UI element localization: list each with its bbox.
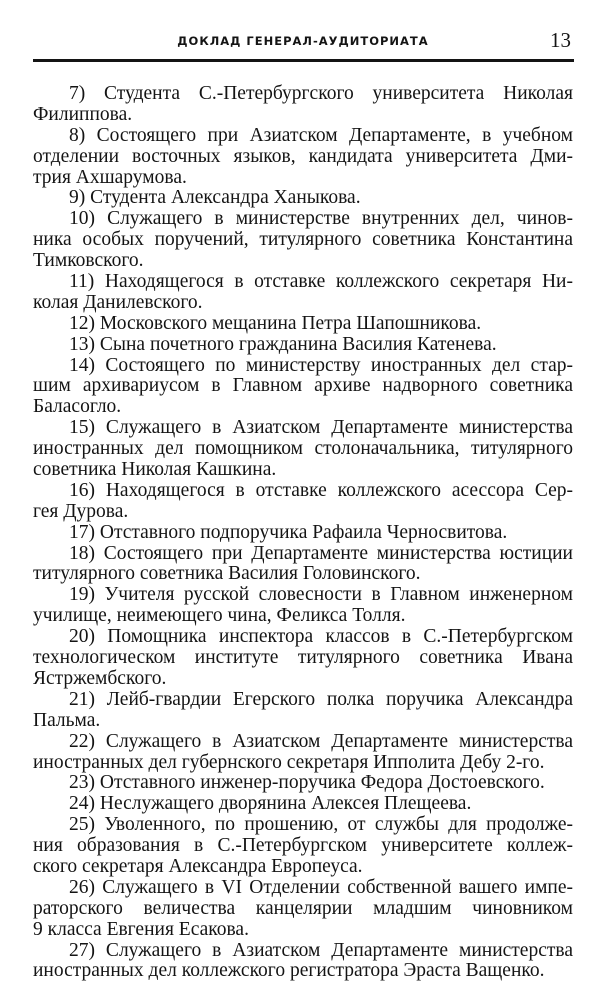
list-item — [33, 815, 573, 878]
text-line: Ястржембского. — [33, 667, 167, 689]
list-item — [33, 481, 573, 523]
text-line: 24) Неслужащего дворянина Алексея Плещеева. — [69, 793, 472, 815]
text-line: советника Николая Кашкина. — [33, 459, 277, 481]
list-item — [33, 314, 573, 335]
text-line: училище, неимеющего чина, Феликса Толля. — [33, 605, 406, 627]
text-line: Пальма. — [33, 709, 101, 731]
text-line: 17) Отставного подпоручика Рафаила Черносвитова. — [69, 521, 508, 543]
text-line: 10) Служащего в министерстве внутренних дел, чинов- — [69, 208, 573, 230]
text-line: 8) Состоящего при Азиатском Департаменте, в учебном — [69, 124, 573, 146]
list-item — [33, 209, 573, 272]
text-line: трия Ахшарумова. — [33, 166, 187, 188]
list-item — [33, 627, 573, 690]
list-item — [33, 544, 573, 586]
text-line: колая Данилевского. — [33, 291, 203, 313]
list-item — [33, 335, 573, 356]
text-line: 11) Находящегося в отставке коллежского секретаря Ни- — [69, 271, 573, 293]
list-item — [33, 356, 573, 419]
text-line: 9 класса Евгения Есакова. — [33, 918, 249, 940]
text-line: иностранных дел помощником столоначальника, титулярного — [33, 438, 573, 460]
text-line: 9) Студента Александра Ханыкова. — [69, 187, 361, 209]
page-number: 13 — [550, 28, 571, 52]
text-line: 12) Московского мещанина Петра Шапошникова. — [69, 312, 482, 334]
list-item — [33, 732, 573, 774]
text-line: 14) Состоящего по министерству иностранных дел стар- — [69, 354, 573, 376]
text-line: 22) Служащего в Азиатском Департаменте министерства — [69, 730, 573, 752]
text-line: титулярного советника Василия Головинского. — [33, 563, 421, 585]
text-line: Баласогло. — [33, 396, 122, 418]
text-line: ника особых поручений, титулярного советника Константина — [33, 229, 573, 251]
list-item — [33, 84, 573, 126]
header-rule — [33, 59, 574, 62]
list-item — [33, 690, 573, 732]
text-line: шим архивариусом в Главном архиве надворного советника — [33, 375, 573, 397]
text-line: 21) Лейб-гвардии Егерского полка поручика Александра — [69, 688, 573, 710]
text-line: Филиппова. — [33, 103, 133, 125]
list-item — [33, 523, 573, 544]
list-item — [33, 941, 573, 983]
text-line: 25) Уволенного, по прошению, от службы для продолже- — [69, 814, 573, 836]
text-line: Тимковского. — [33, 250, 144, 272]
list-item — [33, 418, 573, 481]
running-header — [33, 28, 573, 60]
list-item — [33, 878, 573, 941]
list-item — [33, 585, 573, 627]
text-line: отделении восточных языков, кандидата университета Дми- — [33, 145, 573, 167]
text-line: ния образования в С.-Петербургском университете коллеж- — [33, 835, 573, 857]
text-line: технологическом институте титулярного советника Ивана — [33, 647, 573, 669]
list-item — [33, 794, 573, 815]
list-item — [33, 126, 573, 189]
text-line: 20) Помощника инспектора класcов в С.-Петербургском — [69, 626, 573, 648]
running-title: ДОКЛАД ГЕНЕРАЛ-АУДИТОРИАТА — [177, 34, 429, 48]
list-item — [33, 188, 573, 209]
text-line: 27) Служащего в Азиатском Департаменте министерства — [69, 939, 573, 961]
text-line: 19) Учителя русской словесности в Главном инженерном — [69, 584, 573, 606]
list-item — [33, 272, 573, 314]
text-line: гея Дурова. — [33, 500, 129, 522]
text-line: 7) Студента С.-Петербургского университета Николая — [69, 83, 573, 104]
text-line: иностранных дел коллежского регистратора Эраста Ващенко. — [33, 960, 545, 982]
text-line: 15) Служащего в Азиатском Департаменте министерства — [69, 417, 573, 439]
document-body — [33, 84, 573, 982]
text-line: 26) Служащего в VI Отделении собственной вашего импе- — [69, 876, 573, 898]
text-line: раторского величества канцелярии младшим чиновником — [33, 897, 573, 919]
text-line: 23) Отставного инженер-поручика Федора Достоевского. — [69, 772, 545, 794]
text-line: иностранных дел губернского секретаря Ипполита Дебу 2-го. — [33, 751, 545, 773]
text-line: 18) Состоящего при Департаменте министерства юстиции — [69, 542, 573, 564]
text-line: 16) Находящегося в отставке коллежского асессора Сер- — [69, 479, 573, 501]
text-line: ского секретаря Александра Европеуса. — [33, 855, 363, 877]
text-line: 13) Сына почетного гражданина Василия Катенева. — [69, 333, 497, 355]
list-item — [33, 773, 573, 794]
